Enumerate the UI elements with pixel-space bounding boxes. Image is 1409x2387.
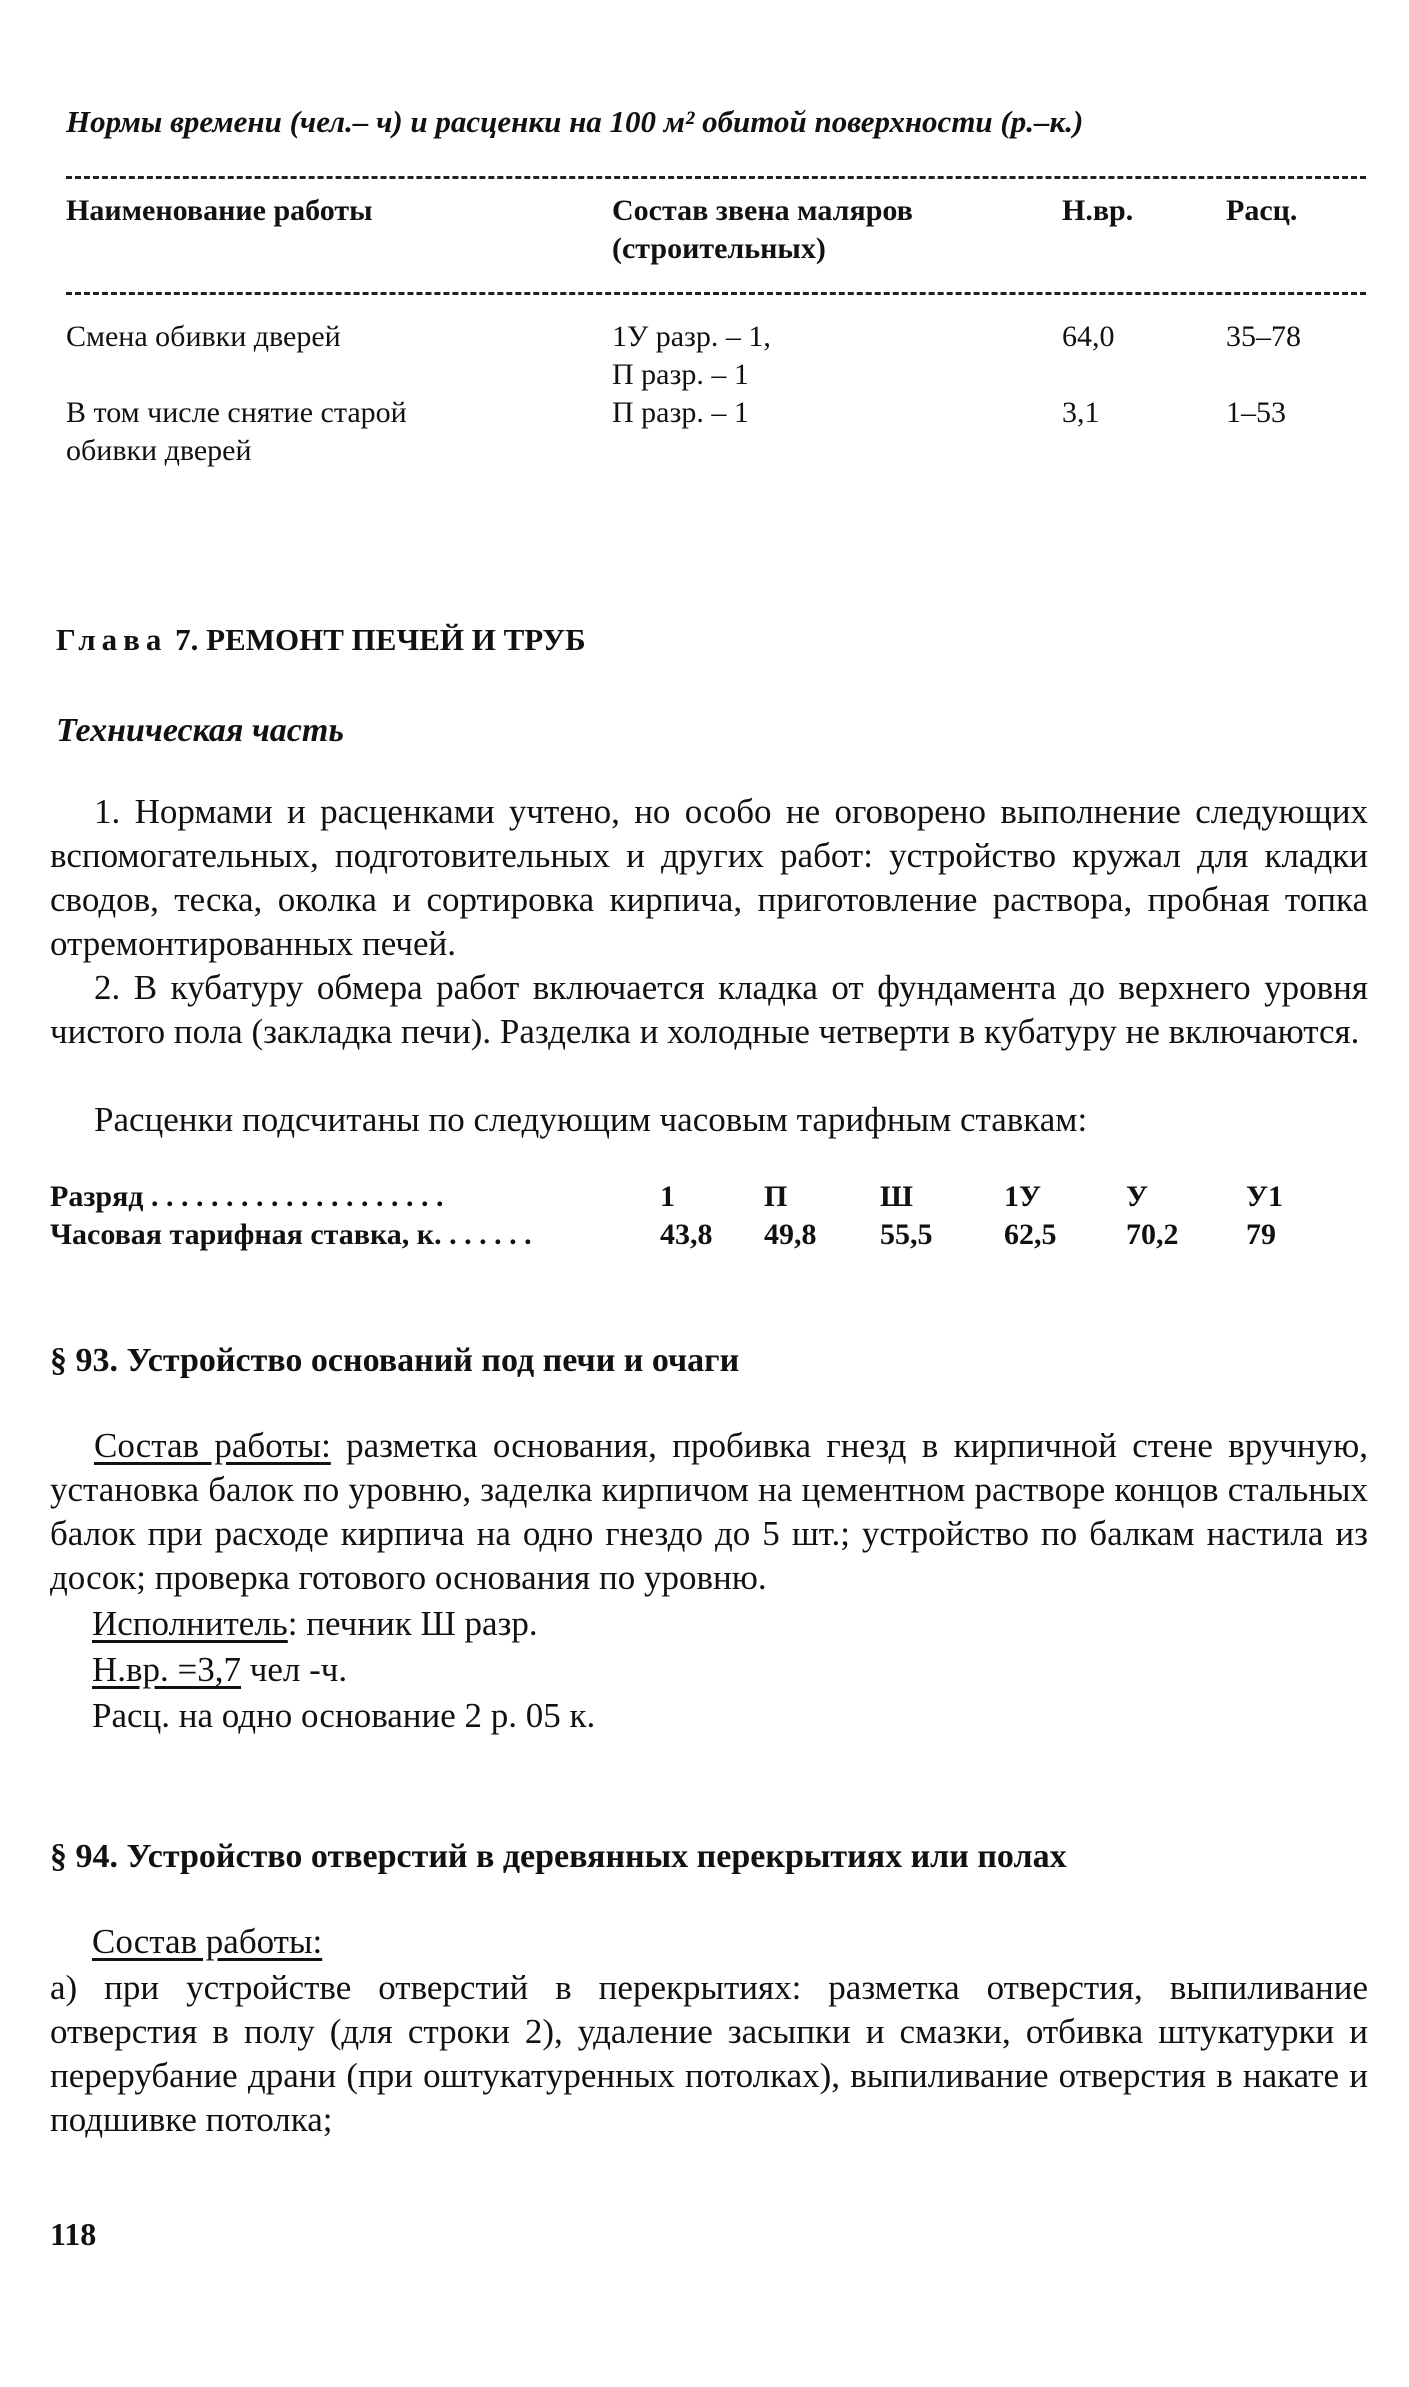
- rate-hourly-4: 62,5: [1004, 1218, 1057, 1251]
- row1-norm: 64,0: [1062, 320, 1115, 353]
- section-93-title: § 93. Устройство оснований под печи и очаги: [50, 1342, 740, 1379]
- header-crew: Состав звена маляров: [612, 194, 913, 227]
- row1-name: Смена обивки дверей: [66, 320, 341, 353]
- rate-hourly-3: 55,5: [880, 1218, 933, 1251]
- section-94-lead-text: Состав работы:: [92, 1922, 323, 1961]
- chapter-title: 7. РЕМОНТ ПЕЧЕЙ И ТРУБ: [175, 622, 586, 657]
- paragraph-2: 2. В кубатуру обмера работ включается кладка от фундамента до верхнего уровня чистого пола (закладка печи). Разделка и холодные четверти в кубатуру не включаются.: [50, 968, 1368, 1051]
- chapter-prefix: Глава: [56, 622, 168, 657]
- header-crew-sub: (строительных): [612, 232, 826, 265]
- page-number: 118: [50, 2216, 97, 2252]
- rate-hourly-5: 70,2: [1126, 1218, 1179, 1251]
- header-work-name: Наименование работы: [66, 194, 373, 227]
- paragraph-1: 1. Нормами и расценками учтено, но особо не оговорено выполнение следующих вспомогательных, подготовительных и других работ: устройство кружал для кладки сводов, теска, околка и сортировка кирпича, приготовление раствора, пробная топка отремонтированных печей.: [50, 792, 1368, 963]
- section-93-norm: [92, 1650, 347, 1690]
- section-93-lead: Состав работы:: [94, 1426, 331, 1465]
- rate-grade-1: 1: [660, 1180, 675, 1213]
- chapter-heading: [56, 622, 586, 658]
- table-top-rule: [66, 176, 1366, 179]
- header-norm: Н.вр.: [1062, 194, 1134, 227]
- row1-crew-line1: 1У разр. – 1,: [612, 320, 771, 353]
- section-94-title: § 94. Устройство отверстий в деревянных перекрытиях или полах: [50, 1838, 1067, 1875]
- section-93-rate: Расц. на одно основание 2 р. 05 к.: [92, 1696, 596, 1735]
- rate-grade-2: П: [764, 1180, 788, 1213]
- rate-grade-4: 1У: [1004, 1180, 1042, 1213]
- norm-label: Н.вр. =3,7: [92, 1650, 242, 1689]
- table-header-rule: [66, 292, 1366, 295]
- row2-name-line1: В том числе снятие старой: [66, 396, 407, 429]
- row1-crew-line2: П разр. – 1: [612, 358, 749, 391]
- section-94-lead: [92, 1922, 322, 1962]
- rate-grade-6: У1: [1246, 1180, 1284, 1213]
- row1-rate: 35–78: [1226, 320, 1301, 353]
- section-94-body: а) при устройстве отверстий в перекрытиях: разметка отверстия, выпиливание отверстия в полу (для строки 2), удаление засыпки и смазки, отбивка штукатурки и перерубание драни (при оштукатуренных потолках), выпиливание отверстия в накате и подшивке потолка;: [50, 1968, 1368, 2139]
- executor-label: Исполнитель: [92, 1604, 288, 1643]
- section-subheading: Техническая часть: [56, 712, 344, 749]
- table-caption: Нормы времени (чел.– ч) и расценки на 100 м² обитой поверхности (р.–к.): [66, 104, 1084, 139]
- section-93-text: разметка основания, пробивка гнезд в кирпичной стене вручную, установка балок по уровню, заделка кирпичом на цементном растворе концов стальных балок при расходе кирпича на одно гнездо до 5 шт.; устройство по балкам настила из досок; проверка готового основания по уровню.: [50, 1426, 1368, 1597]
- rate-grade-5: У: [1126, 1180, 1149, 1213]
- rate-hourly-6: 79: [1246, 1218, 1276, 1251]
- executor-value: : печник Ш разр.: [287, 1604, 538, 1643]
- section-93-body: [50, 1424, 1368, 1600]
- header-rate: Расц.: [1226, 194, 1298, 227]
- row2-rate: 1–53: [1226, 396, 1286, 429]
- paragraph-3: Расценки подсчитаны по следующим часовым тарифным ставкам:: [94, 1100, 1088, 1139]
- rate-hourly-1: 43,8: [660, 1218, 713, 1251]
- row2-norm: 3,1: [1062, 396, 1100, 429]
- rate-grade-3: Ш: [880, 1180, 913, 1213]
- norm-value: чел -ч.: [241, 1650, 348, 1689]
- rate-hourly-label: Часовая тарифная ставка, к. . . . . . .: [50, 1218, 532, 1251]
- row2-name-line2: обивки дверей: [66, 434, 252, 467]
- section-93-executor: [92, 1604, 538, 1644]
- rate-grade-label: Разряд . . . . . . . . . . . . . . . . . . . .: [50, 1180, 444, 1213]
- rate-hourly-2: 49,8: [764, 1218, 817, 1251]
- row2-crew: П разр. – 1: [612, 396, 749, 429]
